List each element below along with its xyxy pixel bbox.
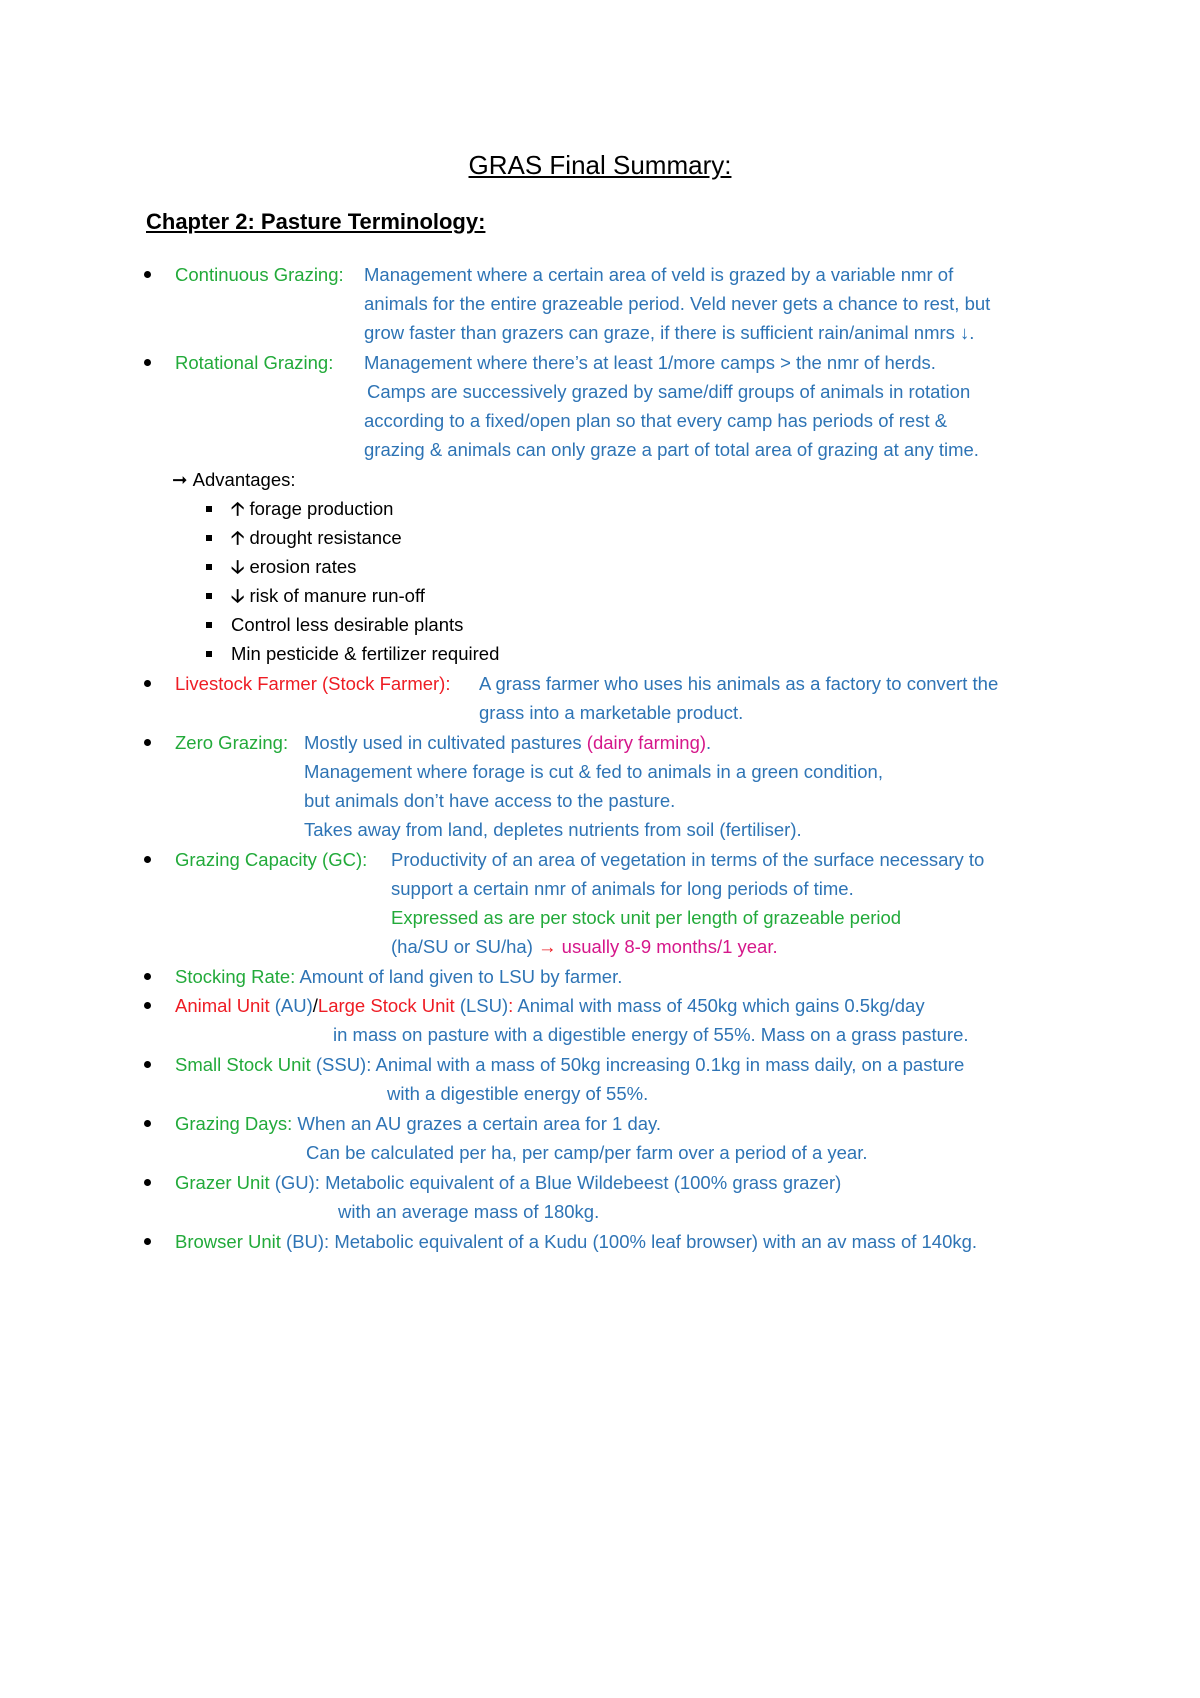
square-bullet-icon	[206, 593, 212, 599]
gc-def-line-3: Expressed as are per stock unit per length of grazeable period	[391, 907, 902, 928]
bullet-icon	[144, 1061, 151, 1068]
square-bullet-icon	[206, 651, 212, 657]
term-continuous-grazing: Continuous Grazing:	[175, 264, 344, 285]
gu-def-line-2: with an average mass of 180kg.	[338, 1201, 600, 1222]
bullet-icon	[144, 856, 151, 863]
grazing-days-entry: Grazing Days: When an AU grazes a certain area for 1 day.	[175, 1113, 662, 1134]
bullet-icon	[144, 1002, 151, 1009]
up-arrow-icon: 🡡	[231, 498, 245, 519]
advantage-item: Control less desirable plants	[231, 614, 464, 635]
zero-def-line-4: Takes away from land, depletes nutrients from soil (fertiliser).	[304, 819, 802, 840]
rotational-def-line-4: grazing & animals can only graze a part of total area of grazing at any time.	[364, 439, 979, 460]
advantage-item: Min pesticide & fertilizer required	[231, 643, 500, 664]
livestock-def-line-2: grass into a marketable product.	[479, 702, 744, 723]
days-def-line-2: Can be calculated per ha, per camp/per farm over a period of a year.	[306, 1142, 868, 1163]
up-arrow-icon: 🡡	[231, 527, 245, 548]
bullet-icon	[144, 1120, 151, 1127]
gc-def-line-2: support a certain nmr of animals for long periods of time.	[391, 878, 854, 899]
bullet-icon	[144, 1238, 151, 1245]
term-stocking-rate: Stocking Rate:	[175, 966, 296, 987]
zero-def-line-3: but animals don’t have access to the pasture.	[304, 790, 676, 811]
chapter-heading: Chapter 2: Pasture Terminology:	[146, 209, 486, 234]
down-arrow-icon: ↓	[960, 322, 970, 343]
rotational-def-line-3: according to a fixed/open plan so that every camp has periods of rest &	[364, 410, 948, 431]
square-bullet-icon	[206, 506, 212, 512]
browser-unit-entry: Browser Unit (BU): Metabolic equivalent of a Kudu (100% leaf browser) with an av mass of 140kg.	[175, 1231, 978, 1252]
right-arrow-icon: ➞	[172, 469, 188, 490]
document-title: GRAS Final Summary:	[468, 150, 732, 180]
bullet-icon	[144, 1179, 151, 1186]
grazer-unit-entry: Grazer Unit (GU): Metabolic equivalent of a Blue Wildebeest (100% grass grazer)	[175, 1172, 842, 1193]
square-bullet-icon	[206, 564, 212, 570]
square-bullet-icon	[206, 535, 212, 541]
au-def-line-2: in mass on pasture with a digestible energy of 55%. Mass on a grass pasture.	[333, 1024, 969, 1045]
continuous-def-line-1: Management where a certain area of veld is grazed by a variable nmr of	[364, 264, 954, 285]
advantage-item: 🡣 erosion rates	[231, 556, 357, 577]
bullet-icon	[144, 973, 151, 980]
continuous-def-line-2: animals for the entire grazeable period. Veld never gets a chance to rest, but	[364, 293, 991, 314]
advantages-heading: ➞ Advantages:	[172, 469, 296, 490]
down-arrow-icon: 🡣	[231, 556, 245, 577]
bullet-icon	[144, 739, 151, 746]
animal-unit-entry: Animal Unit (AU)/Large Stock Unit (LSU): Animal with mass of 450kg which gains 0.5kg/day	[175, 995, 925, 1016]
term-grazing-capacity: Grazing Capacity (GC):	[175, 849, 368, 870]
rotational-def-line-1: Management where there’s at least 1/more camps > the nmr of herds.	[364, 352, 936, 373]
advantage-item: 🡣 risk of manure run-off	[231, 585, 425, 606]
bullet-icon	[144, 359, 151, 366]
rotational-def-line-2: Camps are successively grazed by same/diff groups of animals in rotation	[367, 381, 971, 402]
term-zero-grazing: Zero Grazing:	[175, 732, 289, 753]
livestock-def-line-1: A grass farmer who uses his animals as a factory to convert the	[479, 673, 999, 694]
zero-def-line-1: Mostly used in cultivated pastures (dairy farming).	[304, 732, 712, 753]
advantage-item: 🡡 forage production	[231, 498, 394, 519]
ssu-def-line-2: with a digestible energy of 55%.	[387, 1083, 649, 1104]
continuous-def-line-3: grow faster than grazers can graze, if there is sufficient rain/animal nmrs ↓.	[364, 322, 975, 343]
term-rotational-grazing: Rotational Grazing:	[175, 352, 334, 373]
term-livestock-farmer: Livestock Farmer (Stock Farmer):	[175, 673, 451, 694]
advantage-item: 🡡 drought resistance	[231, 527, 402, 548]
gc-def-line-1: Productivity of an area of vegetation in terms of the surface necessary to	[391, 849, 985, 870]
down-arrow-icon: 🡣	[231, 585, 245, 606]
bullet-icon	[144, 680, 151, 687]
right-arrow-icon: →	[538, 936, 557, 957]
stocking-rate-entry: Stocking Rate: Amount of land given to LSU by farmer.	[175, 966, 623, 987]
bullet-icon	[144, 271, 151, 278]
square-bullet-icon	[206, 622, 212, 628]
gc-def-line-4: (ha/SU or SU/ha) → usually 8-9 months/1 year.	[391, 936, 778, 957]
zero-def-line-2: Management where forage is cut & fed to animals in a green condition,	[304, 761, 883, 782]
small-stock-unit-entry: Small Stock Unit (SSU): Animal with a mass of 50kg increasing 0.1kg in mass daily, on a pasture	[175, 1054, 965, 1075]
